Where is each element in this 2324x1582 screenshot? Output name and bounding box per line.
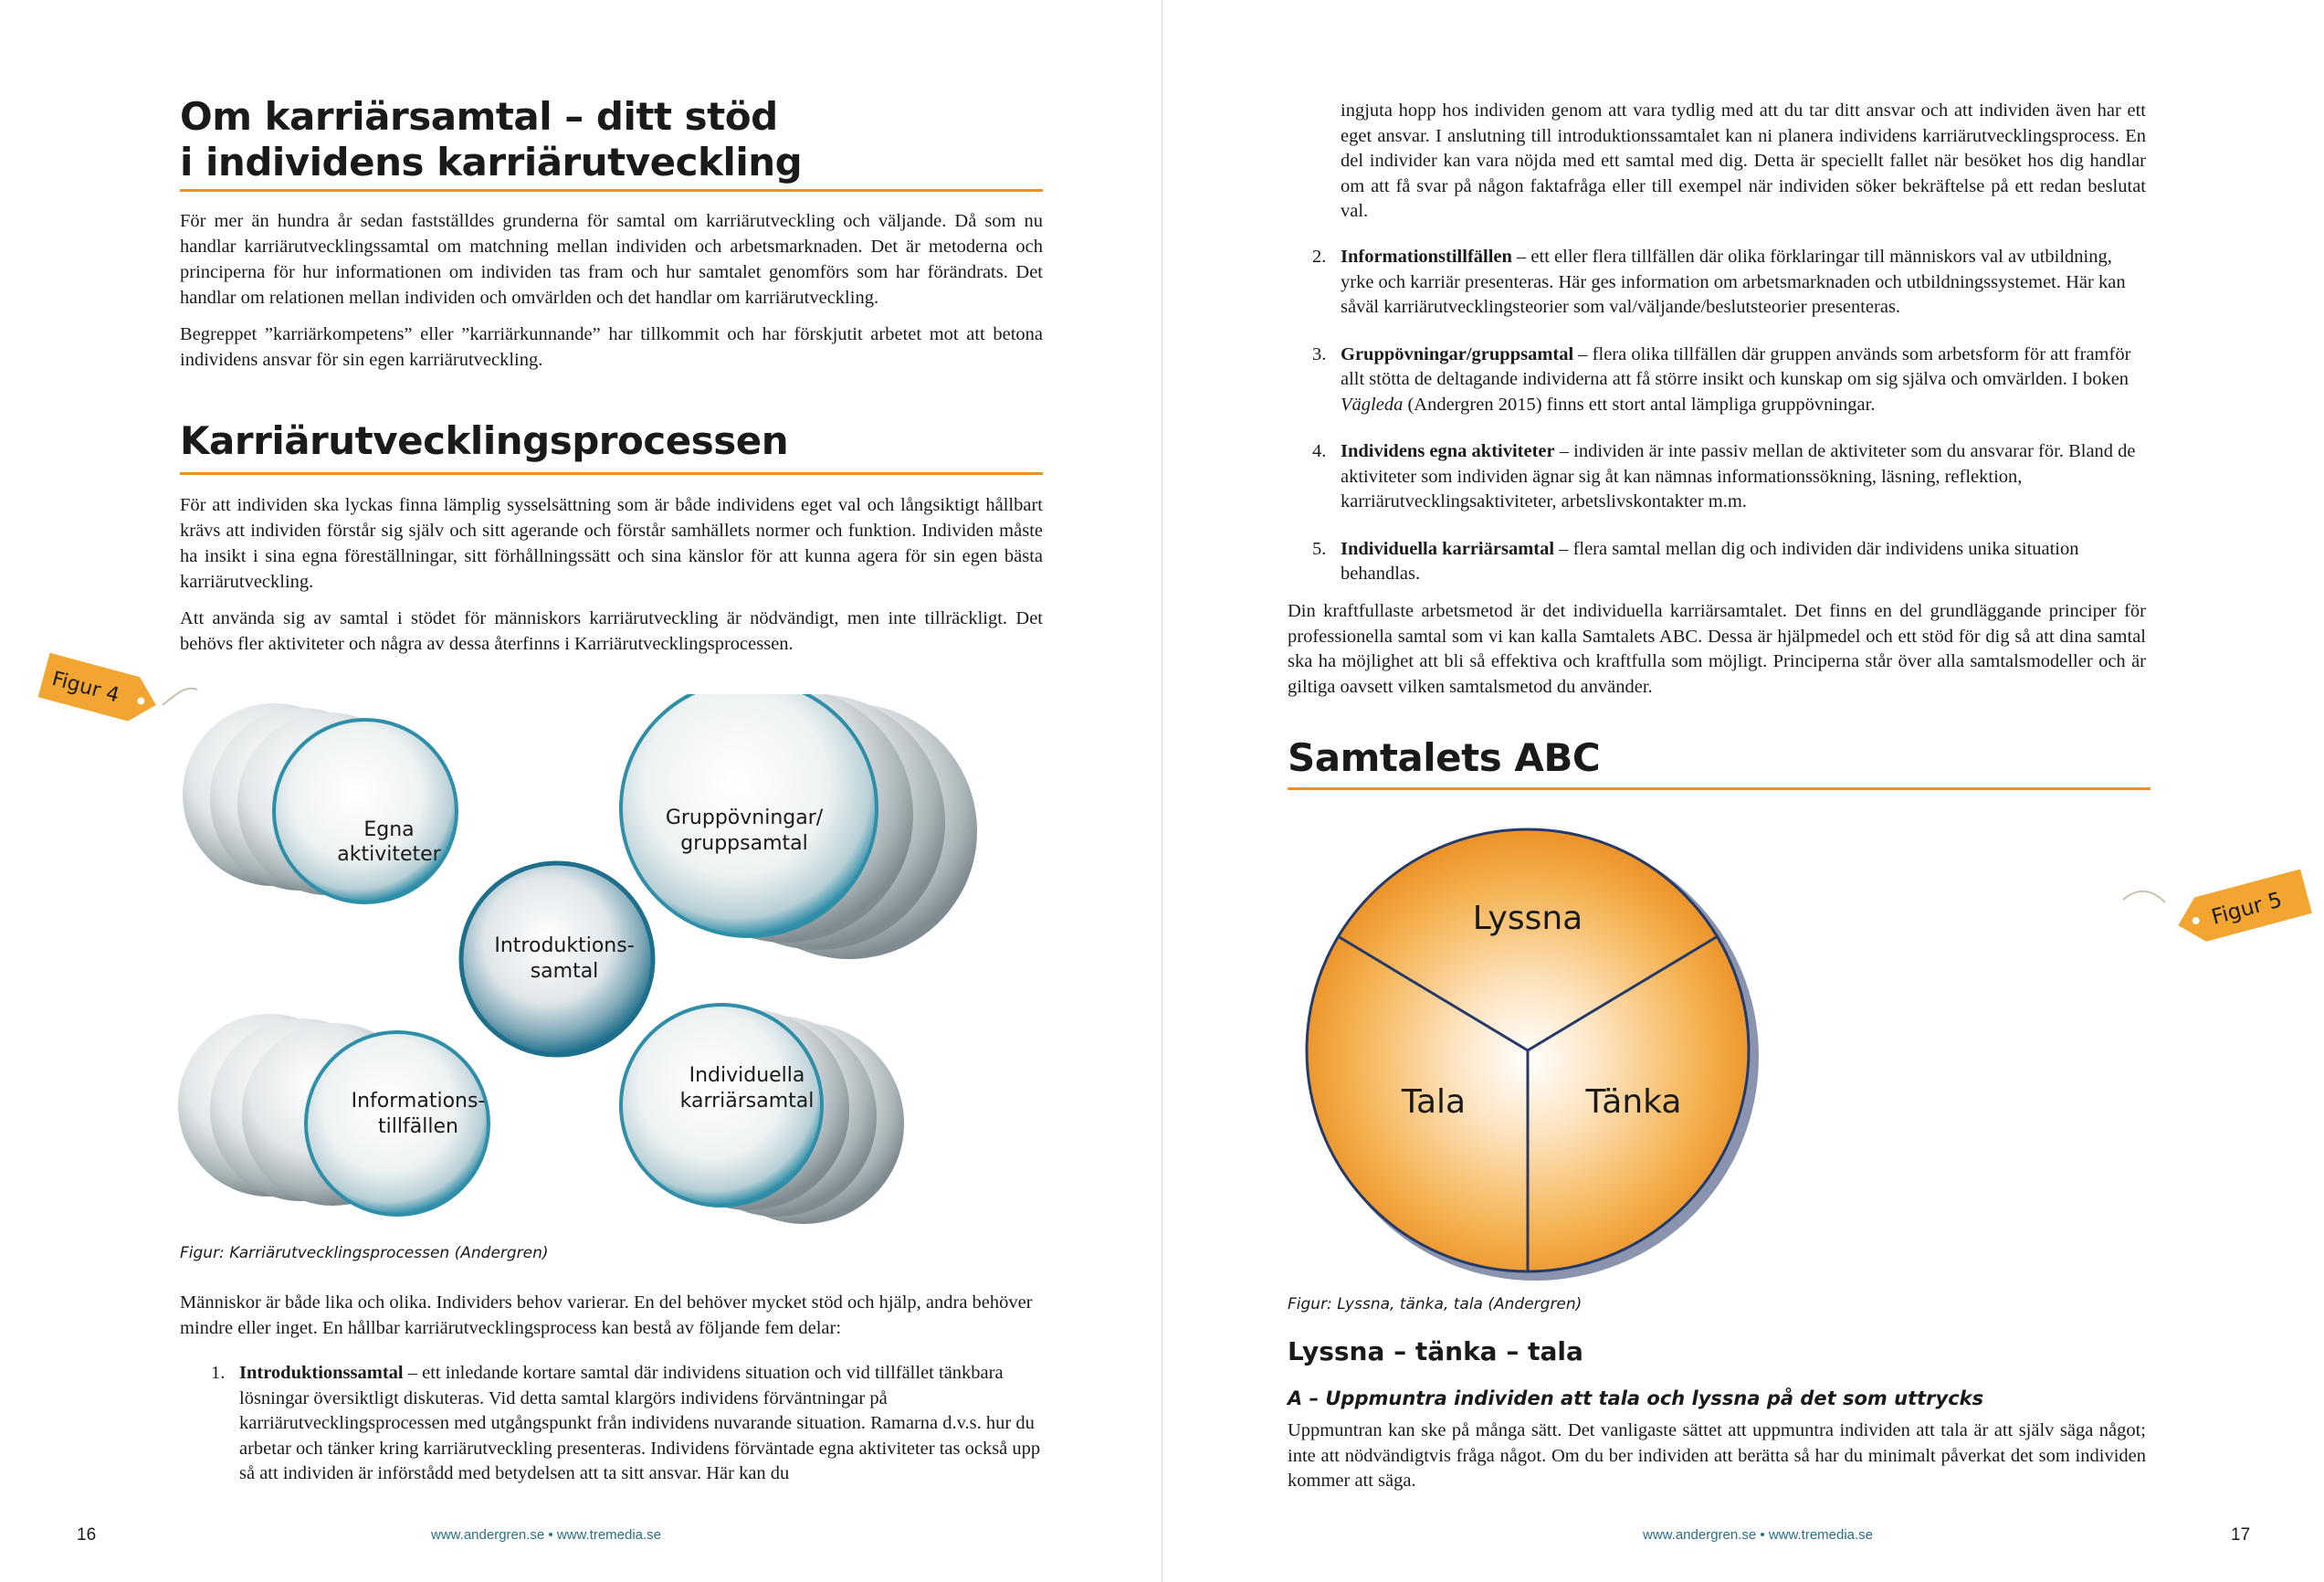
intro-center-bubble xyxy=(461,863,653,1055)
list-item-term: Gruppövningar/gruppsamtal xyxy=(1341,343,1574,364)
section-text xyxy=(180,492,1043,668)
egna-label-line1: Egna xyxy=(363,818,415,841)
list-item-term: Individuella karriärsamtal xyxy=(1341,538,1555,559)
list-item xyxy=(1281,537,2146,587)
method-text xyxy=(1288,599,2146,711)
list-item-number: 4. xyxy=(1312,441,1327,461)
continued-text xyxy=(1341,99,2146,236)
list-item-text: – ett inledande kortare samtal där individens situation och vid tillfället tänkbara lösningar översiktligt diskuteras. Vid detta samtal klargörs individens förväntningar på karriärutvecklingsprocessen med utgångspunkt från individens nuvarande situation. Ramarna d.v.s. hur du arbetar och tänker kring karriärutveckling presenteras. Individens förväntade egna aktiviteter tas också upp så att individen är införstådd med betydelsen att ta sitt ansvar. Här kan du xyxy=(239,1363,1041,1483)
info-label-line1: Informations- xyxy=(351,1090,486,1113)
section-paragraph-2: Att använda sig av samtal i stödet för människors karriärutveckling är nödvändigt, men inte tillräckligt. Det behövs fler aktiviteter och några av dessa återfinns i Karriärutvecklingsprocessen. xyxy=(180,608,1043,654)
page-title-line2: i individens karriärutveckling xyxy=(180,140,803,185)
closing-text xyxy=(1288,1419,2146,1505)
figure-5-tag-label: Figur 5 xyxy=(2209,888,2285,930)
indiv-label-line2: karriärsamtal xyxy=(679,1090,815,1113)
abc-label-tanka: Tänka xyxy=(1585,1083,1682,1121)
abc-underline xyxy=(1288,787,2150,790)
introduktionssamtal-bubble xyxy=(461,863,653,1055)
book-title: Vägleda xyxy=(1341,394,1404,415)
list-item-text: – flera samtal mellan dig och individen där individens unika situation behandlas. xyxy=(1341,538,2079,584)
after-figure-text xyxy=(180,1290,1043,1352)
egna-aktiviteter-bubble xyxy=(183,703,457,902)
list-item-number: 3. xyxy=(1312,343,1327,364)
career-process-diagram xyxy=(174,694,995,1242)
list-item xyxy=(1281,245,2146,321)
gruppovningar-bubble xyxy=(621,694,977,959)
process-list-left xyxy=(180,1361,1043,1505)
section-title: Karriärutvecklingsprocessen xyxy=(180,418,789,463)
list-item-text: – individen är inte passiv mellan de aktiviteter som du ansvarar för. Bland de aktiviteter som individen ägnar sig åt kan nämnas informationssökning, läsning, reflektion, karriärutvecklingsaktiviteter, arbetslivskontakter m.m. xyxy=(1341,441,2136,512)
intro-paragraph-1: För mer än hundra år sedan fastställdes grunderna för samtal om karriärutveckling och väljande. Då som nu handlar karriärutvecklingssamtal om matchning mellan individen och arbetsmarknaden. Det är metoderna och principerna för hur informationen om individen tas fram och hur samtalet genomförs som har förändrats. Det handlar om relationen mellan individen och omvärlden och det handlar om karriärutveckling. xyxy=(180,211,1043,308)
figure-5-tag xyxy=(2121,859,2322,959)
list-item-number: 1. xyxy=(211,1363,226,1383)
intro-label-line1: Introduktions- xyxy=(494,934,635,957)
footer-url-left[interactable]: www.andergren.se • www.tremedia.se xyxy=(431,1527,662,1543)
title-underline xyxy=(180,189,1043,192)
list-item-number: 5. xyxy=(1312,538,1327,559)
intro-label-line2: samtal xyxy=(530,960,599,983)
list-item-term: Introduktionssamtal xyxy=(239,1363,404,1383)
list-item xyxy=(1281,343,2146,418)
informationstillfallen-bubble xyxy=(178,1014,489,1215)
grupp-label-line2: gruppsamtal xyxy=(680,832,808,855)
page-number-left: 16 xyxy=(77,1525,97,1545)
figure-4-tag-label: Figur 4 xyxy=(49,667,122,708)
process-list-right xyxy=(1281,245,2146,609)
egna-label-line2: aktiviteter xyxy=(337,843,441,866)
individuella-karriarsamtal-bubble xyxy=(621,1005,904,1224)
right-page xyxy=(1162,0,2324,1582)
grupp-label-line1: Gruppövningar/ xyxy=(665,807,824,829)
abc-label-tala: Tala xyxy=(1401,1083,1467,1121)
figure-4-caption: Figur: Karriärutvecklingsprocessen (Andergren) xyxy=(180,1244,549,1262)
footer-url-right[interactable]: www.andergren.se • www.tremedia.se xyxy=(1643,1527,1874,1543)
list-item-text: – ett eller flera tillfällen där olika förklaringar till människors val av utbildning, yrke och karriär presenteras. Här ges information om arbetsmarknaden och utbildningssystemet. Här kan såväl karriärutvecklingsteorier som val/väljande/beslutsteorier presenteras. xyxy=(1341,247,2126,317)
abc-title: Samtalets ABC xyxy=(1288,735,1601,780)
abc-label-lyssna: Lyssna xyxy=(1472,900,1583,937)
method-paragraph: Din kraftfullaste arbetsmetod är det individuella karriärsamtalet. Det finns en del grundläggande principer för professionella samtal som vi kan kalla Samtalets ABC. Dessa är hjälpmedel och ett stöd för dig så att dina samtal ska ha möjlighet att bli så effektiva och kraftfulla som möjligt. Principerna står över alla samtalsmodeller och är giltiga oavsett vilken samtalsmetod du använder. xyxy=(1288,601,2146,697)
indiv-label-line1: Individuella xyxy=(689,1064,805,1087)
intro-text xyxy=(180,208,1043,384)
section-paragraph-1: För att individen ska lyckas finna lämplig sysselsättning som är både individens eget val och långsiktigt hållbart krävs att individen förstår sig själv och sitt agerande och förstår samhällets normer och funktion. Individen måste ha insikt i sina egna föreställningar, sitt förhållningssätt och sina känslor för att kunna agera för sin egen bästa karriärutveckling. xyxy=(180,495,1043,592)
page-title xyxy=(180,94,802,185)
list-item-number: 2. xyxy=(1312,247,1327,267)
list-item-term: Informationstillfällen xyxy=(1341,247,1512,267)
list-item-text: – flera olika tillfällen där gruppen används som arbetsform för att framför allt stötta de deltagande individerna att få större insikt och kunskap om sig själva och omvärlden. I boken xyxy=(1341,343,2131,389)
list-item-term: Individens egna aktiviteter xyxy=(1341,441,1555,461)
egna-front-bubble xyxy=(274,720,457,902)
page-title-line1: Om karriärsamtal – ditt stöd xyxy=(180,94,778,139)
list-item xyxy=(180,1361,1043,1487)
continued-paragraph: ingjuta hopp hos individen genom att vara tydlig med att du tar ditt ansvar och att individen även har ett eget ansvar. I anslutning till introduktionssamtalet kan ni planera individens karriärutvecklingsprocess. En del individer kan vara nöjda med ett samtal med dig. Detta är speciellt fallet när besöket hos dig handlar om att få svar på någon faktafråga eller till exempel när individen söker bekräftelse på ett redan beslutat val. xyxy=(1341,100,2146,221)
section-underline xyxy=(180,472,1043,475)
figure-5-caption: Figur: Lyssna, tänka, tala (Andergren) xyxy=(1288,1295,1583,1313)
intro-paragraph-2: Begreppet ”karriärkompetens” eller ”karriärkunnande” har tillkommit och har förskjutit arbetet mot att betona individens ansvar för sin egen karriärutveckling. xyxy=(180,324,1043,370)
sub-title: Lyssna – tänka – tala xyxy=(1288,1336,1583,1366)
abc-diagram xyxy=(1290,827,1765,1292)
sub-sub-title: A – Uppmuntra individen att tala och lyssna på det som uttrycks xyxy=(1288,1387,1984,1409)
info-label-line2: tillfällen xyxy=(378,1115,458,1138)
list-item-text: (Andergren 2015) finns ett stort antal lämpliga gruppövningar. xyxy=(1403,394,1876,415)
closing-paragraph: Uppmuntran kan ske på många sätt. Det vanligaste sättet att uppmuntra individen att tala är att själv säga något; inte att nödvändigtvis fråga något. Om du ber individen att berätta så har du minimalt påverkat det som individen kommer att säga. xyxy=(1288,1420,2146,1491)
page-number-right: 17 xyxy=(2231,1525,2251,1545)
list-item xyxy=(1281,439,2146,515)
after-figure-paragraph: Människor är både lika och olika. Individers behov varierar. En del behöver mycket stöd och hjälp, andra behöver mindre eller inget. En hållbar karriärutvecklingsprocess kan bestå av följande fem delar: xyxy=(180,1292,1033,1338)
